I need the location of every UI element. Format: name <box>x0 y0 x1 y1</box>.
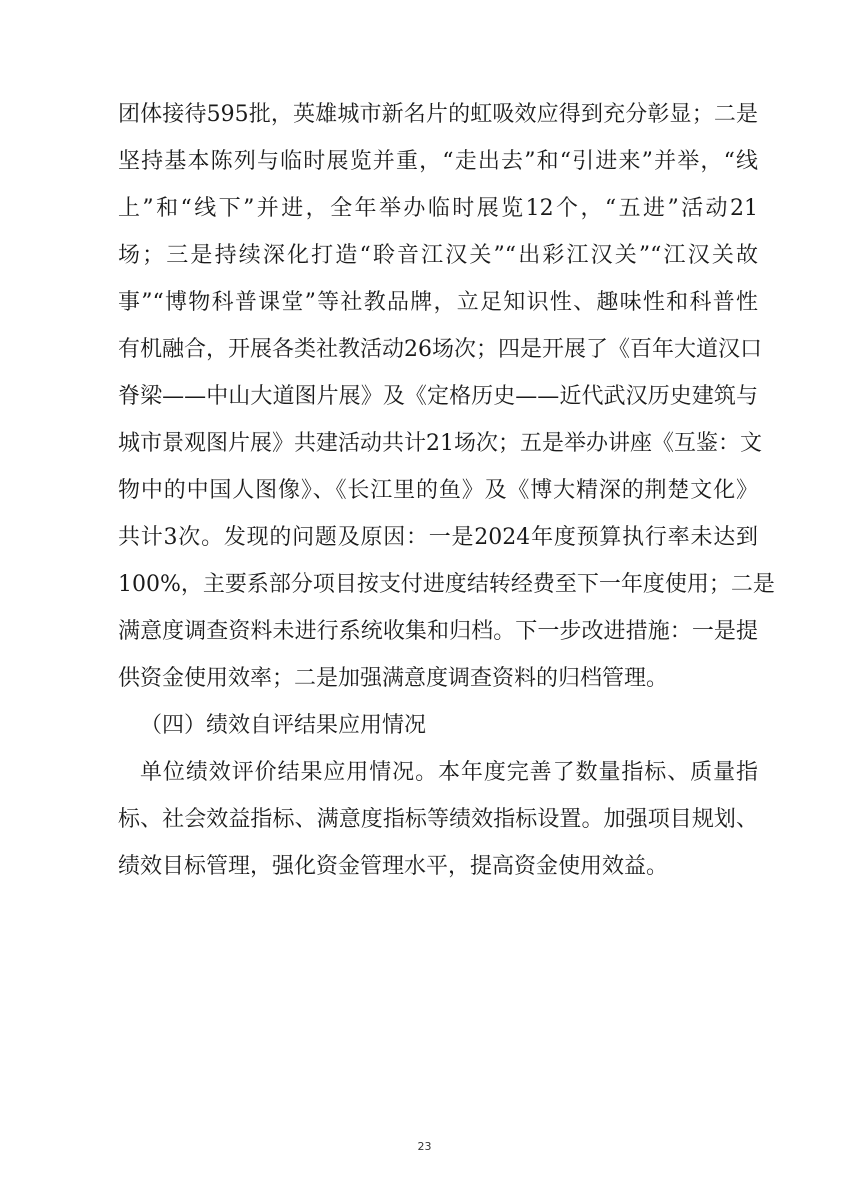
paragraph-line: 绩效目标管理，强化资金管理水平，提高资金使用效益。 <box>118 854 669 879</box>
paragraph-line: 单位绩效评价结果应用情况。本年度完善了数量指标、质量指 <box>140 760 758 785</box>
section-heading: （四）绩效自评结果应用情况 <box>140 713 427 738</box>
paragraph-line: 有机融合，开展各类社教活动26场次；四是开展了《百年大道汉口 <box>118 337 762 362</box>
paragraph-line: 团体接待595批，英雄城市新名片的虹吸效应得到充分彰显；二是 <box>118 102 758 127</box>
paragraph-line: 100%，主要系部分项目按支付进度结转经费至下一年度使用；二是 <box>118 572 775 597</box>
paragraph-line: 事”“博物科普课堂”等社教品牌，立足知识性、趣味性和科普性 <box>118 290 758 315</box>
paragraph-line: 脊梁——中山大道图片展》及《定格历史——近代武汉历史建筑与 <box>118 384 758 409</box>
paragraph-line: 供资金使用效率；二是加强满意度调查资料的归档管理。 <box>118 666 669 691</box>
paragraph-line: 坚持基本陈列与临时展览并重，“走出去”和“引进来”并举，“线 <box>118 149 758 174</box>
paragraph-line: 上”和“线下”并进，全年举办临时展览12个，“五进”活动21 <box>118 196 758 221</box>
paragraph-line: 物中的中国人图像》、《长江里的鱼》及《博大精深的荆楚文化》 <box>118 478 758 503</box>
paragraph-line: 标、社会效益指标、满意度指标等绩效指标设置。加强项目规划、 <box>118 807 758 832</box>
paragraph-line: 共计3次。发现的问题及原因：一是2024年度预算执行率未达到 <box>118 525 758 550</box>
paragraph-line: 满意度调查资料未进行系统收集和归档。下一步改进措施：一是提 <box>118 619 758 644</box>
paragraph-line: 城市景观图片展》共建活动共计21场次；五是举办讲座《互鉴：文 <box>118 431 762 456</box>
page-number: 23 <box>417 1140 432 1153</box>
paragraph-line: 场；三是持续深化打造“聆音江汉关”“出彩江汉关”“江汉关故 <box>118 243 758 268</box>
